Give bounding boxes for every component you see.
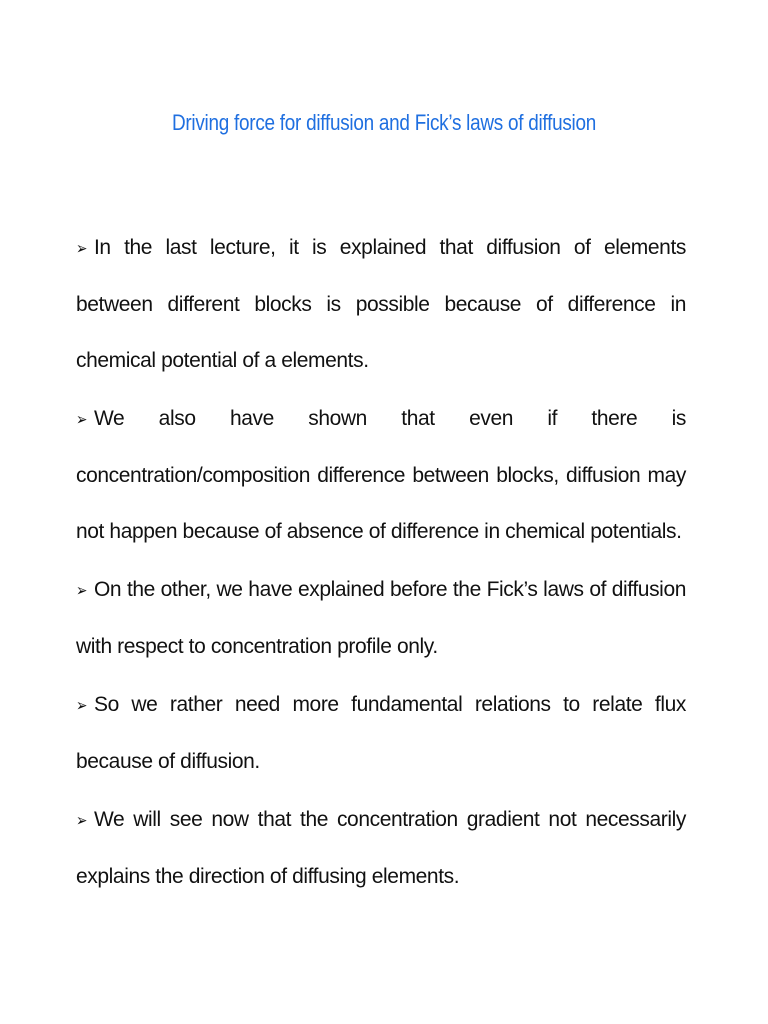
arrow-bullet-icon: ➢	[76, 811, 88, 830]
bullet-item	[76, 677, 686, 790]
arrow-bullet-icon: ➢	[76, 239, 88, 258]
slide-title: Driving force for diffusion and Fick’s laws of diffusion	[171, 110, 597, 135]
bullet-list	[76, 220, 686, 907]
bullet-text: We also have shown that even if there is concentration/composition difference between blocks, diffusion may not happen because of absence of difference in chemical potentials.	[76, 407, 686, 543]
arrow-bullet-icon: ➢	[76, 696, 88, 715]
bullet-text: On the other, we have explained before the Fick’s laws of diffusion with respect to concentration profile only.	[76, 578, 686, 658]
bullet-item	[76, 391, 686, 560]
bullet-text: We will see now that the concentration gradient not necessarily explains the direction of diffusing elements.	[76, 808, 686, 888]
arrow-bullet-icon: ➢	[76, 581, 88, 600]
bullet-item	[76, 220, 686, 389]
bullet-item	[76, 562, 686, 675]
arrow-bullet-icon: ➢	[76, 410, 88, 429]
bullet-text: In the last lecture, it is explained that diffusion of elements between different blocks is possible because of difference in chemical potential of a elements.	[76, 236, 686, 372]
bullet-text: So we rather need more fundamental relations to relate flux because of diffusion.	[76, 693, 686, 773]
bullet-item	[76, 792, 686, 905]
